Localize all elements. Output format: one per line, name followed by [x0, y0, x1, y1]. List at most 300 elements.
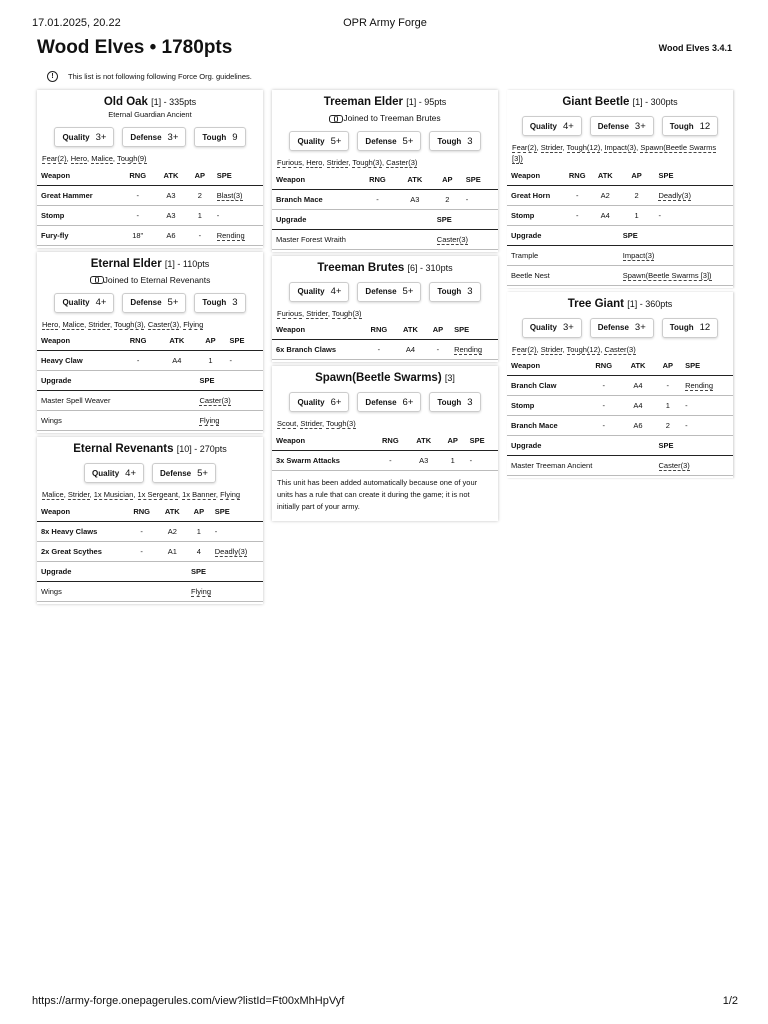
rule[interactable]: Hero: [306, 158, 323, 167]
upgrade-name: Wings: [37, 411, 195, 431]
weapon-name: Branch Mace: [507, 416, 586, 436]
weapons-header-row: [272, 321, 498, 340]
tough-stat: [662, 116, 718, 136]
weapon-stat: 2: [655, 416, 682, 436]
quality-stat-label: Quality: [62, 298, 90, 307]
column-header: Weapon: [37, 166, 120, 185]
unit-title: Eternal Elder: [90, 257, 162, 270]
weapon-stat: -: [120, 205, 155, 225]
weapons-header-row: [37, 502, 263, 521]
weapon-stat: -: [211, 521, 263, 541]
weapons-table: [37, 166, 263, 246]
unit-title: Giant Beetle: [562, 96, 630, 108]
unit-name: [37, 258, 263, 270]
stat-row: [507, 116, 733, 136]
column-header: SPE: [225, 332, 263, 351]
weapon-stat: A4: [592, 205, 619, 225]
weapon-stat: 1: [655, 396, 682, 416]
weapon-name: 2x Great Scythes: [37, 541, 126, 561]
weapon-stat: -: [213, 205, 263, 225]
upgrade-rule-text[interactable]: Impact(3): [622, 250, 655, 260]
weapon-stat: -: [563, 205, 592, 225]
tough-stat: [429, 392, 480, 412]
column-header: SPE: [195, 371, 263, 391]
rule[interactable]: 1x Musician: [93, 490, 134, 499]
rule[interactable]: Caster(3): [604, 344, 636, 354]
defense-stat-label: Defense: [365, 397, 397, 407]
upgrade-name: Master Spell Weaver: [37, 391, 195, 411]
weapon-stat: 2: [433, 189, 462, 209]
upgrade-row: [272, 229, 498, 249]
stat-row: [272, 392, 498, 412]
weapons-header-row: [507, 357, 733, 376]
weapon-stat: 1: [195, 351, 225, 371]
column-header: AP: [195, 332, 225, 351]
quality-stat-value: 3+: [95, 131, 107, 143]
defense-stat-label: Defense: [597, 121, 629, 131]
unit-title: Treeman Brutes: [317, 261, 405, 274]
special-rules: Fear(2), Strider, Tough(12), Impact(3), Spawn(Beetle Swarms [3]): [512, 143, 717, 163]
unit-title: Treeman Elder: [323, 96, 404, 108]
quality-stat: [84, 463, 144, 483]
column-header: RNG: [358, 170, 397, 189]
defense-stat-value: 3+: [634, 120, 646, 132]
print-app-title: OPR Army Forge: [343, 17, 427, 29]
column-header: RNG: [126, 502, 158, 521]
tough-stat: [429, 282, 480, 302]
weapon-row: [37, 541, 263, 561]
column-header: Weapon: [507, 166, 563, 185]
notice-text: This list is not following following Force Org. guidelines.: [68, 72, 252, 81]
unit-card: [507, 292, 733, 479]
quality-stat: [522, 116, 582, 136]
weapon-stat: A4: [622, 376, 655, 396]
unit-name: [37, 443, 263, 455]
column-header: Weapon: [272, 170, 358, 189]
weapon-row: [37, 521, 263, 541]
weapon-row: [37, 185, 263, 205]
upgrade-name: Trample: [507, 245, 619, 265]
unit-card: [272, 90, 498, 252]
weapon-stat: -: [426, 340, 450, 360]
unit-name: [272, 96, 498, 108]
column-header: RNG: [563, 166, 592, 185]
column-header: ATK: [592, 166, 619, 185]
weapon-rule[interactable]: Rending: [454, 345, 483, 354]
weapon-row: [37, 351, 263, 371]
column-header: Upgrade: [37, 561, 187, 581]
upgrade-row: [507, 265, 733, 285]
weapon-stat: A2: [592, 185, 619, 205]
weapons-table: [37, 502, 263, 602]
column-header: Weapon: [272, 321, 362, 340]
weapon-name: Stomp: [507, 205, 563, 225]
defense-stat-label: Defense: [597, 323, 629, 332]
weapon-stat: 1: [619, 205, 655, 225]
upgrade-row: [37, 581, 263, 601]
defense-stat: [122, 293, 186, 313]
joined-to: [37, 275, 263, 285]
column-header: AP: [187, 166, 213, 185]
upgrade-rule-text[interactable]: Flying: [191, 586, 212, 596]
defense-stat: [357, 131, 421, 151]
column-header: SPE: [681, 357, 733, 376]
quality-stat-value: 4+: [330, 286, 342, 297]
print-datetime: 17.01.2025, 20.22: [32, 17, 121, 29]
unit-card: [37, 437, 263, 604]
weapon-name: Stomp: [507, 396, 586, 416]
weapon-stat: A6: [622, 416, 655, 436]
special-rules: Scout, Strider, Tough(3): [277, 419, 356, 428]
defense-stat-value: 5+: [167, 297, 179, 308]
column-header: SPE: [619, 225, 733, 245]
stat-row: [272, 282, 498, 302]
weapon-stat: -: [681, 416, 733, 436]
unit-name: [272, 372, 498, 384]
rule[interactable]: 1x Banner: [182, 490, 216, 499]
defense-stat: [357, 282, 421, 302]
quality-stat-label: Quality: [92, 468, 120, 478]
weapon-stat: -: [466, 450, 498, 470]
weapon-name: Great Horn: [507, 185, 563, 205]
quality-stat-label: Quality: [297, 287, 325, 296]
rule[interactable]: Fear(2): [42, 154, 67, 163]
column-header: RNG: [118, 332, 158, 351]
weapon-rule[interactable]: Rending: [216, 230, 245, 240]
weapon-stat: 4: [187, 541, 211, 561]
rule[interactable]: Furious: [277, 308, 303, 318]
rule[interactable]: Tough(9): [116, 154, 147, 163]
column-header: Upgrade: [37, 371, 195, 391]
quality-stat: [522, 318, 582, 338]
weapon-stat: -: [358, 189, 397, 209]
unit-size-points: [1] - 335pts: [151, 97, 197, 107]
quality-stat-value: 4+: [95, 297, 107, 308]
weapons-table: [507, 166, 733, 286]
info-icon: !: [47, 71, 58, 82]
weapon-name: Fury-fly: [37, 225, 120, 245]
tough-stat: [662, 318, 718, 338]
weapon-rule[interactable]: Rending: [685, 381, 714, 390]
rule[interactable]: Impact(3): [604, 143, 637, 152]
weapon-name: Stomp: [37, 205, 120, 225]
tough-stat-value: 12: [699, 120, 711, 132]
unit-size-points: [3]: [444, 373, 455, 383]
unit-title: Eternal Revenants: [73, 443, 174, 455]
column-header: Upgrade: [507, 225, 619, 245]
rule[interactable]: Tough(12): [566, 143, 601, 152]
list-title: Wood Elves • 1780pts: [37, 37, 233, 58]
quality-stat-value: 3+: [562, 322, 574, 333]
column-header: ATK: [158, 332, 195, 351]
special-rules: Fear(2), Strider, Tough(12), Caster(3): [512, 344, 636, 354]
column-header: SPE: [655, 436, 734, 456]
rule[interactable]: Spawn(Beetle Swarms [3]): [512, 143, 717, 163]
special-rules: Furious, Strider, Tough(3): [277, 308, 362, 318]
weapon-stat: [654, 185, 733, 205]
rule[interactable]: Strider: [540, 143, 563, 152]
defense-stat-value: 3+: [167, 131, 179, 143]
upgrade-row: [37, 411, 263, 431]
upgrade-header-row: [272, 209, 498, 229]
weapon-stat: -: [118, 351, 158, 371]
weapon-stat: -: [225, 351, 263, 371]
weapon-row: [507, 376, 733, 396]
special-rules: Fear(2), Hero, Malice, Tough(9): [42, 154, 147, 163]
column-header: ATK: [158, 502, 187, 521]
tough-stat: [194, 127, 245, 147]
upgrade-rule: [195, 391, 263, 411]
page-url: https://army-forge.onepagerules.com/view?listId=Ft00xMhHpVyf: [32, 995, 345, 1007]
weapon-stat: -: [681, 396, 733, 416]
weapon-row: [37, 225, 263, 245]
rule[interactable]: Tough(3): [326, 419, 356, 428]
weapons-header-row: [507, 166, 733, 185]
defense-stat-value: 6+: [402, 396, 414, 408]
weapon-stat: A3: [155, 205, 187, 225]
weapon-stat: A3: [397, 189, 433, 209]
column-header: SPE: [187, 561, 263, 581]
weapon-stat: A4: [158, 351, 195, 371]
unit-name: [37, 96, 263, 108]
quality-stat: [54, 127, 114, 147]
quality-stat: [289, 131, 349, 151]
upgrade-rule-text[interactable]: Caster(3): [436, 234, 469, 244]
upgrade-header-row: [507, 436, 733, 456]
tough-stat-value: 3: [467, 286, 473, 297]
weapon-stat: -: [126, 521, 158, 541]
rule[interactable]: 1x Sergeant: [137, 490, 178, 499]
weapon-row: [507, 205, 733, 225]
weapon-rule[interactable]: Deadly(3): [658, 190, 691, 200]
column-header: Upgrade: [272, 209, 433, 229]
army-version: Wood Elves 3.4.1: [658, 43, 732, 53]
rule[interactable]: Flying: [220, 490, 241, 499]
weapon-rule[interactable]: Blast(3): [216, 190, 243, 200]
column-header: AP: [440, 431, 466, 450]
page-number: 1/2: [722, 995, 738, 1007]
weapon-stat: 18": [120, 225, 155, 245]
rule[interactable]: Malice: [42, 490, 64, 499]
rule[interactable]: Tough(3): [352, 158, 382, 167]
rule[interactable]: Scout: [277, 419, 297, 428]
unit-name: [507, 298, 733, 310]
upgrade-name: Beetle Nest: [507, 265, 619, 285]
quality-stat-label: Quality: [529, 323, 557, 332]
unit-size-points: [6] - 310pts: [407, 262, 453, 273]
defense-stat: [590, 116, 654, 136]
weapon-name: Great Hammer: [37, 185, 120, 205]
quality-stat-value: 6+: [330, 396, 342, 408]
upgrade-row: [37, 391, 263, 411]
weapons-header-row: [37, 166, 263, 185]
unit-card: [272, 256, 498, 363]
defense-stat-value: 3+: [634, 322, 646, 333]
rule[interactable]: Tough(12): [566, 344, 601, 354]
link-icon: [90, 276, 102, 283]
unit-title: Old Oak: [103, 96, 148, 108]
column-header: AP: [619, 166, 655, 185]
weapon-rule[interactable]: Deadly(3): [214, 546, 248, 556]
unit-size-points: [1] - 360pts: [627, 298, 673, 309]
tough-stat-value: 3: [467, 396, 473, 408]
column-header: SPE: [462, 170, 498, 189]
defense-stat-value: 5+: [402, 135, 414, 147]
upgrade-row: [507, 245, 733, 265]
weapon-stat: -: [654, 205, 733, 225]
rule[interactable]: Strider: [540, 344, 563, 354]
weapon-stat: -: [586, 416, 622, 436]
rule[interactable]: Tough(3): [331, 308, 362, 318]
column-header: SPE: [213, 166, 263, 185]
weapons-table: [272, 321, 498, 361]
weapon-stat: [211, 541, 263, 561]
upgrade-rule-text[interactable]: Flying: [199, 416, 220, 425]
upgrade-rule-text[interactable]: Caster(3): [658, 461, 690, 470]
defense-stat: [590, 318, 654, 338]
weapon-stat: 2: [187, 185, 213, 205]
stat-row: [507, 318, 733, 338]
rule[interactable]: Strider: [88, 319, 110, 329]
quality-stat-value: 4+: [125, 467, 136, 479]
tough-stat-label: Tough: [669, 323, 694, 332]
rule[interactable]: Caster(3): [386, 158, 418, 167]
rule[interactable]: Strider: [326, 158, 349, 167]
quality-stat: [54, 293, 114, 313]
rule[interactable]: Fear(2): [512, 143, 537, 152]
upgrade-header-row: [37, 371, 263, 391]
weapon-stat: 2: [619, 185, 655, 205]
weapon-stat: A3: [155, 185, 187, 205]
weapon-stat: -: [586, 376, 622, 396]
defense-stat-label: Defense: [365, 287, 397, 296]
special-rules: Malice, Strider, 1x Musician, 1x Sergeant, 1x Banner, Flying: [42, 490, 241, 499]
rule[interactable]: Caster(3): [147, 319, 180, 329]
force-org-notice: [47, 71, 252, 82]
upgrade-name: Wings: [37, 581, 187, 601]
unit-subtitle: Eternal Guardian Ancient: [108, 110, 192, 119]
tough-stat-value: 9: [232, 131, 238, 143]
rule[interactable]: Strider: [67, 490, 90, 499]
weapon-stat: -: [120, 185, 155, 205]
column-header: ATK: [622, 357, 655, 376]
column-header: Weapon: [37, 332, 118, 351]
special-rules: Hero, Malice, Strider, Tough(3), Caster(3), Flying: [42, 319, 204, 329]
weapon-row: [272, 450, 498, 470]
unit-card: [272, 366, 498, 521]
upgrade-rule: [195, 411, 263, 431]
column-header: AP: [426, 321, 450, 340]
weapon-stat: [450, 340, 498, 360]
quality-stat-label: Quality: [297, 136, 325, 146]
rule[interactable]: Strider: [306, 308, 328, 318]
rule[interactable]: Hero: [70, 154, 88, 163]
unit-card: [37, 252, 263, 434]
weapons-table: [507, 357, 733, 477]
weapon-row: [507, 185, 733, 205]
rule[interactable]: Fear(2): [512, 344, 537, 354]
upgrade-header-row: [37, 561, 263, 581]
auto-added-note: This unit has been added automatically because one of your units has a rule that can create it during the game; it is not initially part of your army.: [277, 477, 478, 511]
column-2: [272, 90, 498, 525]
tough-stat-value: 3: [232, 297, 238, 308]
upgrade-header-row: [507, 225, 733, 245]
upgrade-rule-text[interactable]: Caster(3): [199, 396, 231, 405]
column-header: ATK: [395, 321, 425, 340]
defense-stat-label: Defense: [160, 468, 192, 478]
weapon-name: Branch Claw: [507, 376, 586, 396]
column-header: RNG: [373, 431, 408, 450]
upgrade-rule: [187, 581, 263, 601]
rule[interactable]: Flying: [183, 319, 204, 329]
column-header: ATK: [408, 431, 440, 450]
unit-name: [507, 96, 733, 108]
weapon-stat: -: [126, 541, 158, 561]
rule[interactable]: Furious: [277, 158, 303, 167]
unit-size-points: [10] - 270pts: [176, 444, 227, 454]
weapon-name: Heavy Claw: [37, 351, 118, 371]
weapons-header-row: [37, 332, 263, 351]
unit-size-points: [1] - 110pts: [164, 258, 210, 269]
weapon-stat: A1: [158, 541, 187, 561]
upgrade-rule: [619, 265, 733, 285]
weapon-stat: A6: [155, 225, 187, 245]
column-header: ATK: [155, 166, 187, 185]
rule[interactable]: Strider: [300, 419, 323, 428]
quality-stat: [289, 282, 349, 302]
weapons-table: [37, 332, 263, 432]
tough-stat-value: 12: [699, 322, 711, 333]
joined-text: Joined to Treeman Brutes: [343, 113, 441, 123]
tough-stat-label: Tough: [437, 287, 462, 296]
tough-stat-value: 3: [467, 135, 473, 147]
tough-stat-label: Tough: [437, 397, 462, 407]
weapon-stat: [213, 185, 263, 205]
column-header: AP: [433, 170, 462, 189]
weapon-row: [37, 205, 263, 225]
weapon-stat: A3: [408, 450, 440, 470]
weapon-stat: A4: [622, 396, 655, 416]
weapon-stat: -: [563, 185, 592, 205]
column-header: SPE: [433, 209, 498, 229]
column-header: Weapon: [37, 502, 126, 521]
weapon-stat: 1: [187, 205, 213, 225]
rule[interactable]: Hero: [42, 319, 59, 329]
column-header: SPE: [450, 321, 498, 340]
defense-stat-value: 5+: [402, 286, 414, 297]
column-header: AP: [187, 502, 211, 521]
column-header: RNG: [586, 357, 622, 376]
weapon-stat: [681, 376, 733, 396]
weapon-name: 8x Heavy Claws: [37, 521, 126, 541]
weapon-stat: -: [462, 189, 498, 209]
rule[interactable]: Tough(3): [114, 319, 144, 329]
defense-stat: [122, 127, 186, 147]
upgrade-rule-text[interactable]: Spawn(Beetle Swarms [3]): [622, 270, 712, 280]
column-3: [507, 90, 733, 482]
rule[interactable]: Malice: [62, 319, 85, 329]
link-icon: [329, 115, 341, 122]
weapon-row: [507, 396, 733, 416]
rule[interactable]: Malice: [91, 154, 113, 163]
weapon-row: [272, 340, 498, 360]
defense-stat: [357, 392, 421, 412]
unit-size-points: [1] - 300pts: [632, 97, 678, 107]
special-rules: Furious, Hero, Strider, Tough(3), Caster(3): [277, 158, 418, 167]
upgrade-row: [507, 456, 733, 476]
column-header: AP: [655, 357, 682, 376]
joined-to: [272, 113, 498, 123]
